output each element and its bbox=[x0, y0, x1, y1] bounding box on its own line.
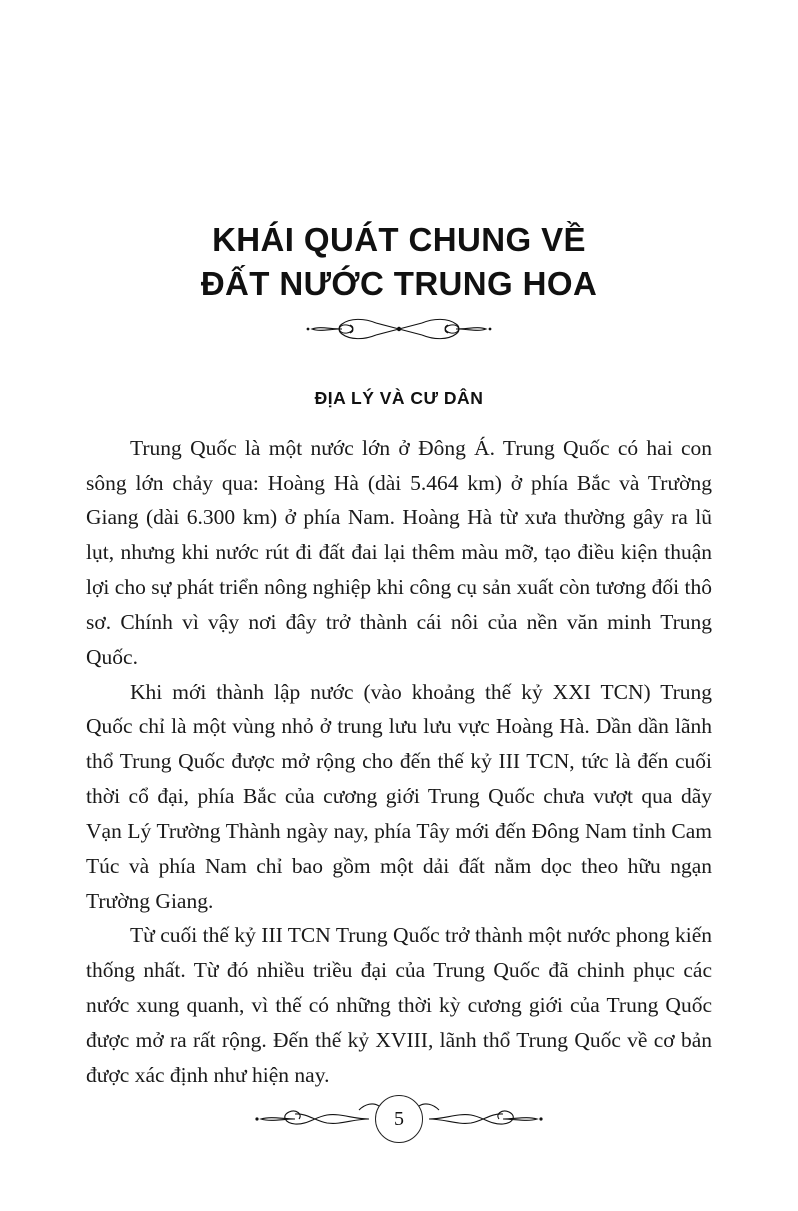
paragraph: Trung Quốc là một nước lớn ở Đông Á. Trung Quốc có hai con sông lớn chảy qua: Hoàng Hà (dài 5.464 km) ở phía Bắc và Trường Giang (dài 6.300 km) ở phía Nam. Hoàng Hà từ xưa thường gây ra lũ lụt, nhưng khi nước rút đi đất đai lại thêm màu mỡ, tạo điều kiện thuận lợi cho sự phát triển nông nghiệp khi công cụ sản xuất còn tương đối thô sơ. Chính vì vậy nơi đây trở thành cái nôi của nền văn minh Trung Quốc. bbox=[86, 435, 712, 669]
section-heading: ĐỊA LÝ VÀ CƯ DÂN bbox=[314, 387, 484, 408]
page-title bbox=[86, 0, 712, 306]
chapter-title-line-2: ĐẤT NƯỚC TRUNG HOA bbox=[200, 264, 598, 302]
body-text bbox=[86, 409, 712, 1093]
page-number: 5 bbox=[375, 1095, 423, 1143]
chapter-title-line-1: KHÁI QUÁT CHUNG VỀ bbox=[212, 221, 586, 258]
paragraph: Từ cuối thế kỷ III TCN Trung Quốc trở thành một nước phong kiến thống nhất. Từ đó nhiều triều đại của Trung Quốc đã chinh phục các nước xung quanh, vì thế có những thời kỳ cương giới của Trung Quốc được mở ra rất rộng. Đến thế kỷ XVIII, lãnh thổ Trung Quốc về cơ bản được xác định như hiện nay. bbox=[86, 923, 712, 1087]
paragraph: Khi mới thành lập nước (vào khoảng thế kỷ XXI TCN) Trung Quốc chỉ là một vùng nhỏ ở trung lưu lưu vực Hoàng Hà. Dần dần lãnh thổ Trung Quốc được mở rộng cho đến thế kỷ III TCN, tức là đến cuối thời cổ đại, phía Bắc của cương giới Trung Quốc chưa vượt qua dãy Vạn Lý Trường Thành ngày nay, phía Tây mới đến Đông Nam tỉnh Cam Túc và phía Nam chỉ bao gồm một dải đất nằm dọc theo hữu ngạn Trường Giang. bbox=[86, 679, 712, 913]
page-footer bbox=[0, 1089, 798, 1149]
flourish-divider-icon bbox=[294, 316, 504, 342]
